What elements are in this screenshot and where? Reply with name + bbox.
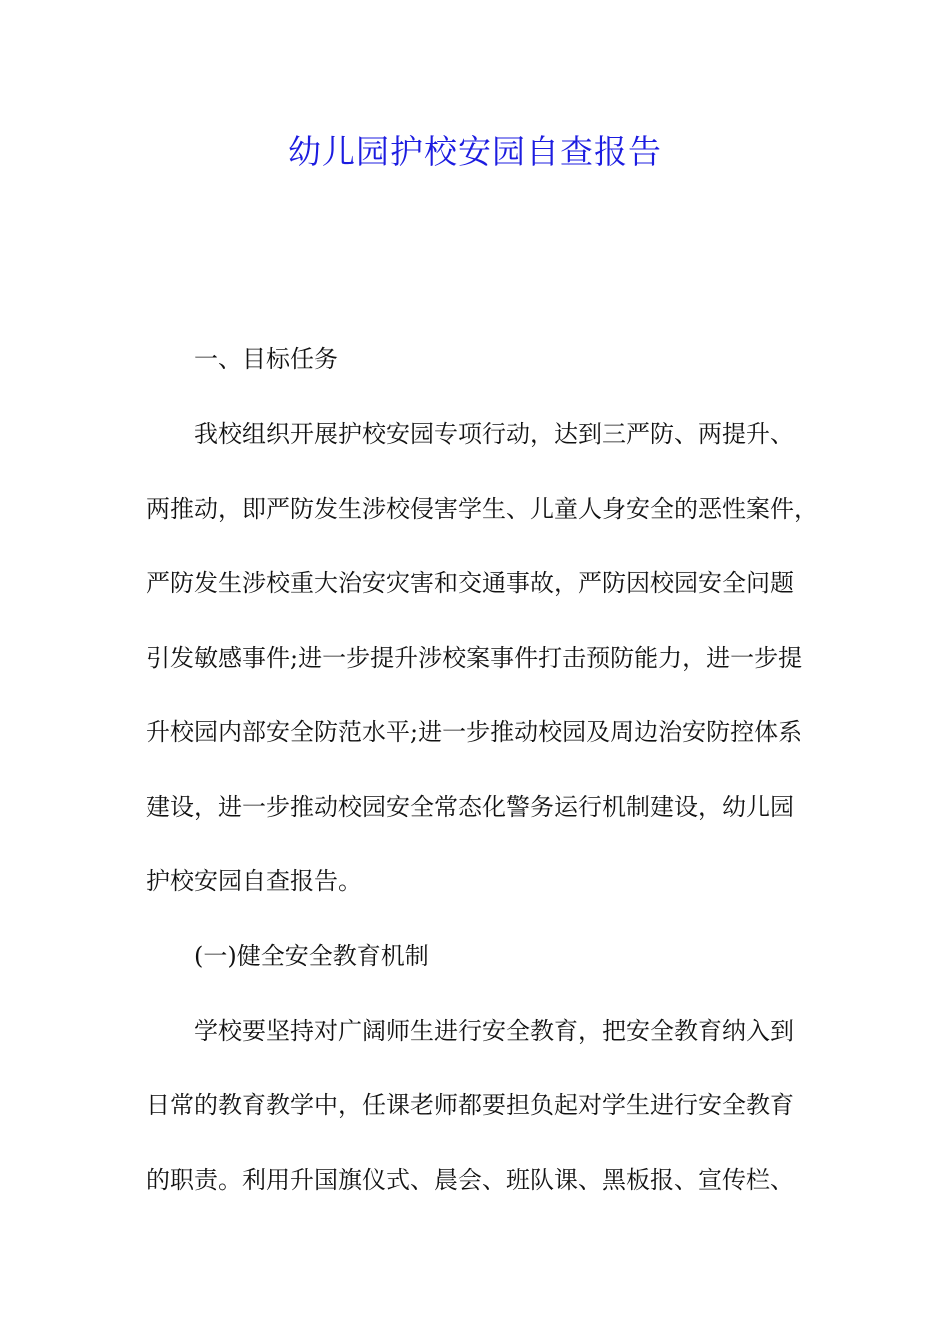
document-title: 幼儿园护校安园自查报告 (288, 132, 662, 171)
paragraph-line: 护校安园自查报告。 (146, 867, 362, 895)
paragraph-line: 升校园内部安全防范水平;进一步推动校园及周边治安防控体系 (146, 718, 803, 746)
paragraph-line: 学校要坚持对广阔师生进行安全教育，把安全教育纳入到 (194, 1017, 794, 1045)
paragraph-line: 引发敏感事件;进一步提升涉校案事件打击预防能力，进一步提 (146, 644, 803, 672)
paragraph-line: 建设，进一步推动校园安全常态化警务运行机制建设，幼儿园 (146, 793, 794, 821)
paragraph-line: 严防发生涉校重大治安灾害和交通事故，严防因校园安全问题 (146, 569, 794, 597)
section-heading-1: 一、目标任务 (194, 345, 338, 373)
section-heading-2: (一)健全安全教育机制 (194, 942, 429, 970)
paragraph-line: 两推动，即严防发生涉校侵害学生、儿童人身安全的恶性案件， (146, 495, 818, 523)
paragraph-line: 的职责。利用升国旗仪式、晨会、班队课、黑板报、宣传栏、 (146, 1166, 794, 1194)
paragraph-line: 日常的教育教学中，任课老师都要担负起对学生进行安全教育 (146, 1091, 794, 1119)
paragraph-line: 我校组织开展护校安园专项行动，达到三严防、两提升、 (194, 420, 794, 448)
